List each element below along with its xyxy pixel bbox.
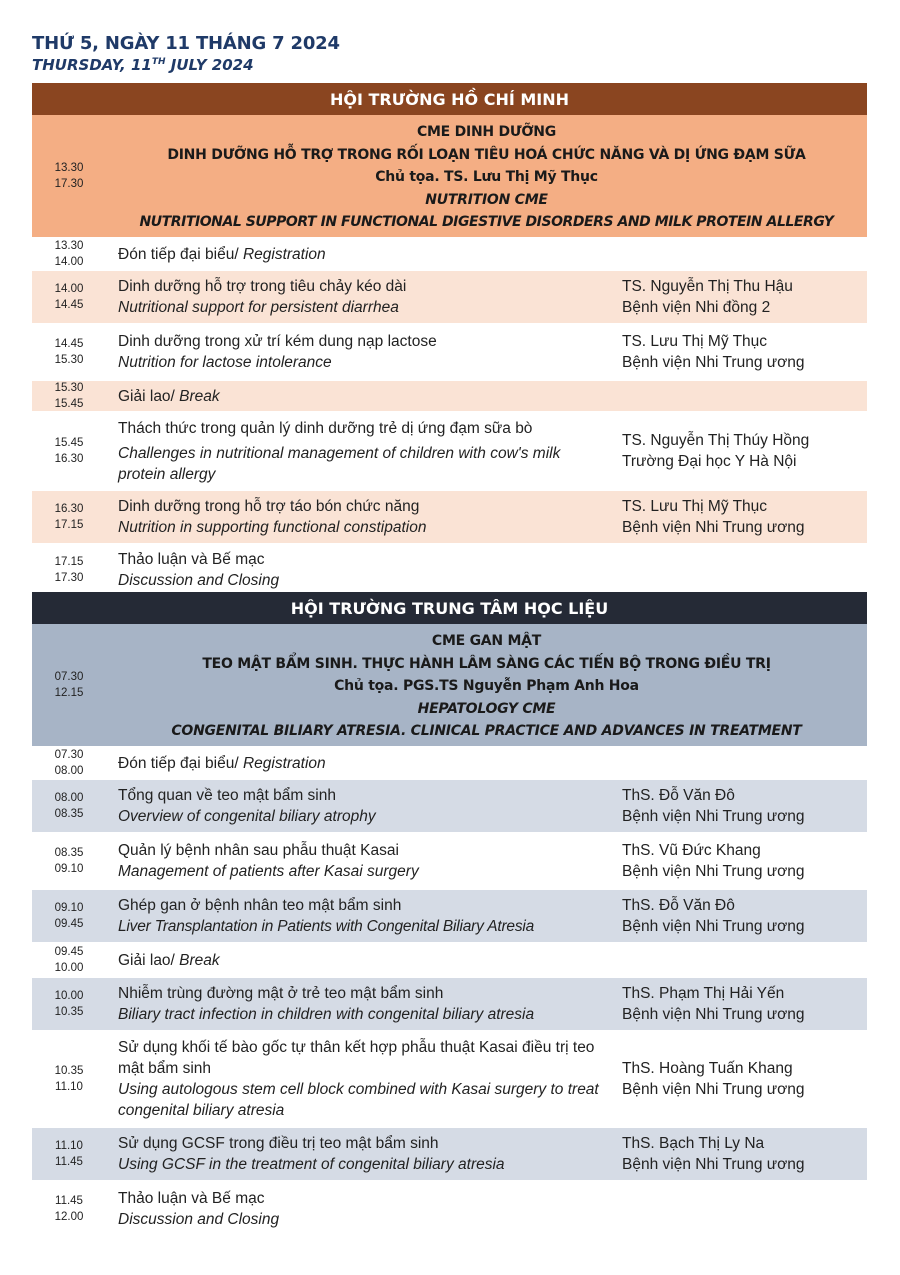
hall-title: HỘI TRƯỜNG TRUNG TÂM HỌC LIỆU [32, 592, 867, 624]
cme-subtitle-vi: DINH DƯỠNG HỖ TRỢ TRONG RỐI LOẠN TIÊU HOÁ CHỨC NĂNG VÀ DỊ ỨNG ĐẠM SỮA [167, 146, 806, 163]
session-start: 09.10 [54, 902, 84, 914]
page-header [32, 33, 340, 74]
session-time [32, 747, 106, 779]
topic-en: Challenges in nutritional management of children with cow's milk protein allergy [118, 444, 561, 483]
session-end: 11.45 [55, 1156, 83, 1168]
speaker-name: TS. Lưu Thị Mỹ Thục [622, 333, 768, 350]
session-start: 16.30 [54, 503, 84, 515]
session-row [32, 978, 867, 1030]
cme-time [32, 115, 106, 237]
topic-vi: Dinh dưỡng trong xử trí kém dung nạp lactose [118, 333, 437, 350]
cme-title-vi: CME DINH DƯỠNG [416, 124, 557, 140]
session-time [32, 281, 106, 313]
session-topic [106, 950, 608, 971]
speaker-name: ThS. Vũ Đức Khang [622, 842, 761, 859]
speaker-name: ThS. Đỗ Văn Đô [622, 787, 735, 804]
topic-en: Liver Transplantation in Patients with Congenital Biliary Atresia [118, 918, 535, 935]
cme-time-end: 12.15 [54, 687, 84, 699]
session-speaker [608, 496, 867, 538]
session-row [32, 240, 867, 268]
topic-en: Biliary tract infection in children with congenital biliary atresia [118, 1006, 535, 1023]
session-row [32, 414, 867, 488]
session-speaker [608, 1133, 867, 1175]
cme-text [106, 121, 867, 234]
topic-vi: Tổng quan về teo mật bẩm sinh [118, 787, 336, 804]
session-end: 15.45 [54, 398, 84, 410]
session-start: 14.00 [54, 283, 84, 295]
session-speaker [608, 331, 867, 373]
session-end: 14.00 [54, 256, 84, 268]
session-topic [106, 496, 608, 538]
session-row [32, 890, 867, 942]
session-end: 12.00 [54, 1211, 84, 1223]
topic-vi: Đón tiếp đại biểu/ [118, 245, 243, 263]
session-row [32, 1128, 867, 1180]
subtitle-date: THURSDAY, 11 [32, 56, 152, 74]
session-topic [106, 983, 608, 1025]
session-time [32, 238, 106, 270]
session-topic [106, 1037, 608, 1121]
cme-text [106, 630, 867, 743]
session-speaker [608, 276, 867, 318]
session-start: 09.45 [54, 946, 84, 958]
session-time [32, 336, 106, 368]
ordinal-suffix: TH [151, 57, 166, 67]
session-topic [106, 895, 608, 937]
session-time [32, 790, 106, 822]
speaker-name: ThS. Phạm Thị Hải Yến [622, 985, 785, 1002]
topic-en: Overview of congenital biliary atrophy [118, 808, 376, 825]
hall-section-trung-tam-hoc-lieu [32, 592, 867, 1235]
cme-subtitle-en: CONGENITAL BILIARY ATRESIA. CLINICAL PRACTICE AND ADVANCES IN TREATMENT [171, 723, 802, 739]
session-speaker [608, 840, 867, 882]
topic-vi: Giải lao/ [118, 387, 180, 405]
topic-en: Discussion and Closing [118, 572, 280, 589]
session-time [32, 435, 106, 467]
session-start: 11.10 [55, 1140, 83, 1152]
speaker-name: ThS. Hoàng Tuấn Khang [622, 1060, 793, 1077]
session-time [32, 845, 106, 877]
session-start: 13.30 [54, 240, 84, 252]
session-row [32, 326, 867, 378]
topic-vi: Sử dụng khối tế bào gốc tự thân kết hợp phẫu thuật Kasai điều trị teo mật bẩm sinh [118, 1039, 595, 1077]
speaker-affiliation: Bệnh viện Nhi Trung ương [622, 918, 805, 935]
speaker-affiliation: Bệnh viện Nhi Trung ương [622, 1156, 805, 1173]
topic-en: Management of patients after Kasai surgery [118, 863, 419, 880]
topic-en: Break [179, 951, 220, 969]
session-time [32, 1138, 106, 1170]
session-end: 08.00 [54, 765, 84, 777]
topic-en: Discussion and Closing [118, 1211, 280, 1228]
topic-vi: Thách thức trong quản lý dinh dưỡng trẻ dị ứng đạm sữa bò [118, 419, 533, 437]
topic-vi: Sử dụng GCSF trong điều trị teo mật bẩm sinh [118, 1135, 439, 1152]
speaker-name: ThS. Bạch Thị Ly Na [622, 1135, 765, 1152]
session-start: 17.15 [54, 556, 84, 568]
session-speaker [608, 430, 867, 472]
session-time [32, 944, 106, 976]
speaker-affiliation: Bệnh viện Nhi đồng 2 [622, 299, 771, 316]
session-topic [106, 1133, 608, 1175]
cme-time [32, 624, 106, 746]
topic-vi: Ghép gan ở bệnh nhân teo mật bẩm sinh [118, 897, 402, 914]
session-topic [106, 840, 608, 882]
topic-vi: Dinh dưỡng hỗ trợ trong tiêu chảy kéo dài [118, 278, 407, 295]
topic-en: Using autologous stem cell block combined with Kasai surgery to treat congenital biliary atresia [118, 1081, 599, 1119]
session-row [32, 491, 867, 543]
cme-title-en: HEPATOLOGY CME [417, 700, 556, 717]
topic-vi: Dinh dưỡng trong hỗ trợ táo bón chức năng [118, 498, 420, 515]
session-time [32, 501, 106, 533]
session-time [32, 380, 106, 412]
cme-time-start: 07.30 [54, 671, 84, 683]
cme-block [32, 115, 867, 237]
hall-section-ho-chi-minh [32, 83, 867, 594]
topic-en: Break [179, 387, 220, 405]
cme-chair: Chủ tọa. PGS.TS Nguyễn Phạm Anh Hoa [334, 678, 639, 694]
session-end: 17.30 [54, 572, 84, 584]
session-row [32, 835, 867, 887]
session-row [32, 1033, 867, 1125]
session-time [32, 1193, 106, 1225]
subtitle-month-year: JULY 2024 [165, 56, 254, 74]
topic-en: Nutrition in supporting functional constipation [118, 519, 427, 536]
session-start: 11.45 [55, 1195, 83, 1207]
cme-subtitle-en: NUTRITIONAL SUPPORT IN FUNCTIONAL DIGESTIVE DISORDERS AND MILK PROTEIN ALLERGY [139, 214, 834, 230]
topic-vi: Nhiễm trùng đường mật ở trẻ teo mật bẩm sinh [118, 985, 444, 1002]
session-start: 07.30 [54, 749, 84, 761]
topic-vi: Thảo luận và Bế mạc [118, 551, 265, 568]
session-start: 10.00 [54, 990, 84, 1002]
session-time [32, 1063, 106, 1095]
page-subtitle [32, 56, 340, 74]
topic-vi: Giải lao/ [118, 951, 180, 969]
session-end: 11.10 [55, 1081, 83, 1093]
speaker-affiliation: Bệnh viện Nhi Trung ương [622, 519, 805, 536]
cme-time-end: 17.30 [54, 178, 84, 190]
session-topic [106, 549, 608, 591]
session-time [32, 988, 106, 1020]
session-start: 14.45 [54, 338, 84, 350]
session-start: 15.30 [54, 382, 84, 394]
session-end: 10.35 [54, 1006, 84, 1018]
session-topic [106, 276, 608, 318]
session-end: 16.30 [54, 453, 84, 465]
cme-subtitle-vi: TEO MẬT BẨM SINH. THỰC HÀNH LÂM SÀNG CÁC TIẾN BỘ TRONG ĐIỀU TRỊ [202, 655, 771, 672]
topic-en: Registration [242, 754, 326, 772]
session-start: 08.00 [54, 792, 84, 804]
speaker-name: TS. Nguyễn Thị Thúy Hồng [622, 432, 810, 449]
session-topic [106, 418, 608, 485]
topic-vi: Thảo luận và Bế mạc [118, 1190, 265, 1207]
session-time [32, 554, 106, 586]
speaker-affiliation: Bệnh viện Nhi Trung ương [622, 354, 805, 371]
session-end: 08.35 [54, 808, 84, 820]
topic-en: Registration [242, 245, 326, 263]
speaker-name: TS. Nguyễn Thị Thu Hậu [622, 278, 793, 295]
topic-en: Nutritional support for persistent diarrhea [118, 299, 399, 316]
session-speaker [608, 785, 867, 827]
speaker-affiliation: Bệnh viện Nhi Trung ương [622, 808, 805, 825]
hall-title: HỘI TRƯỜNG HỒ CHÍ MINH [32, 83, 867, 115]
topic-vi: Quản lý bệnh nhân sau phẫu thuật Kasai [118, 842, 399, 859]
speaker-affiliation: Bệnh viện Nhi Trung ương [622, 1006, 805, 1023]
session-start: 15.45 [54, 437, 84, 449]
session-row [32, 381, 867, 411]
session-end: 15.30 [54, 354, 84, 366]
session-topic [106, 1188, 608, 1230]
cme-time-start: 13.30 [54, 162, 84, 174]
session-topic [106, 244, 608, 265]
session-topic [106, 331, 608, 373]
topic-vi: Đón tiếp đại biểu/ [118, 754, 243, 772]
session-row [32, 546, 867, 594]
page-title: THỨ 5, NGÀY 11 THÁNG 7 2024 [32, 33, 340, 54]
session-topic [106, 785, 608, 827]
speaker-name: ThS. Đỗ Văn Đô [622, 897, 735, 914]
session-topic [106, 386, 608, 407]
session-speaker [608, 1058, 867, 1100]
session-end: 14.45 [54, 299, 84, 311]
cme-block [32, 624, 867, 746]
session-end: 09.45 [54, 918, 84, 930]
topic-en: Nutrition for lactose intolerance [118, 354, 332, 371]
speaker-affiliation: Bệnh viện Nhi Trung ương [622, 863, 805, 880]
session-start: 08.35 [54, 847, 84, 859]
session-speaker [608, 983, 867, 1025]
session-row [32, 1183, 867, 1235]
session-end: 10.00 [54, 962, 84, 974]
session-row [32, 945, 867, 975]
topic-en: Using GCSF in the treatment of congenital biliary atresia [118, 1156, 505, 1173]
session-topic [106, 753, 608, 774]
session-end: 09.10 [54, 863, 84, 875]
session-row [32, 749, 867, 777]
cme-title-en: NUTRITION CME [425, 191, 548, 208]
session-speaker [608, 895, 867, 937]
session-row [32, 780, 867, 832]
speaker-affiliation: Bệnh viện Nhi Trung ương [622, 1081, 805, 1098]
session-row [32, 271, 867, 323]
session-end: 17.15 [54, 519, 84, 531]
session-time [32, 900, 106, 932]
cme-chair: Chủ tọa. TS. Lưu Thị Mỹ Thục [375, 169, 598, 185]
cme-title-vi: CME GAN MẬT [431, 633, 542, 649]
speaker-affiliation: Trường Đại học Y Hà Nội [622, 453, 797, 470]
speaker-name: TS. Lưu Thị Mỹ Thục [622, 498, 768, 515]
session-start: 10.35 [54, 1065, 84, 1077]
